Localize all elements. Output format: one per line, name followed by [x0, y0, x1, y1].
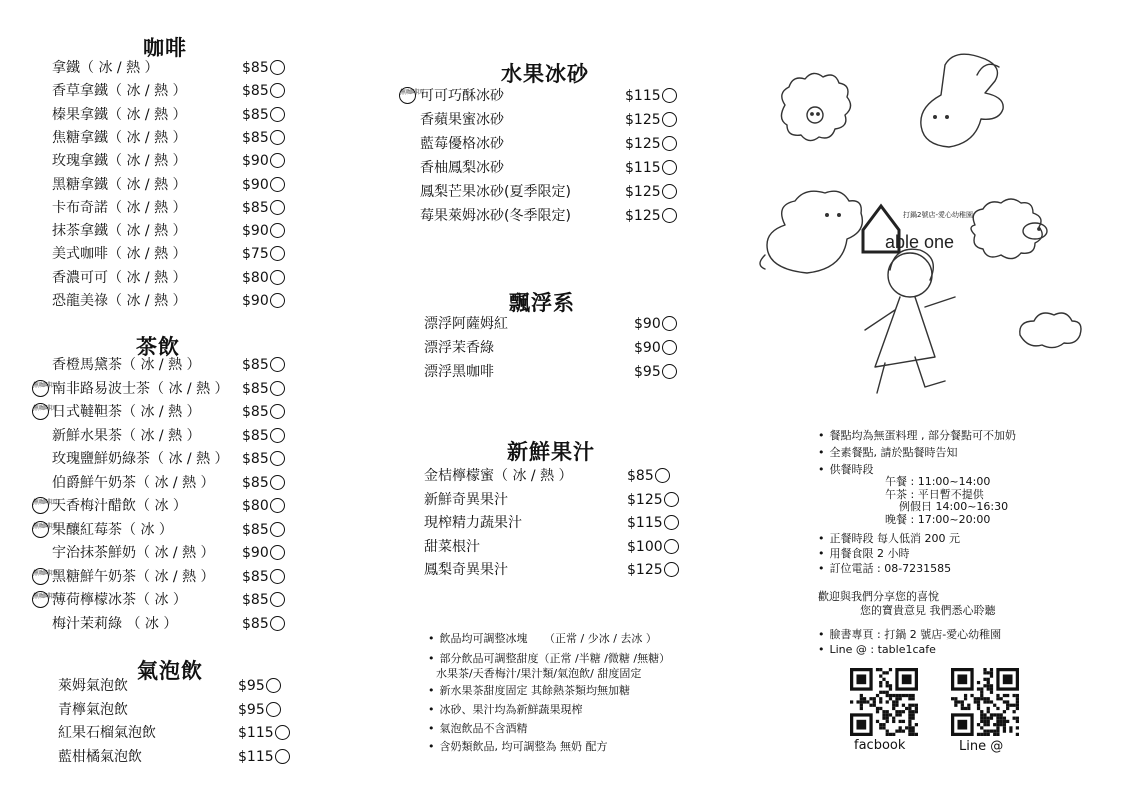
menu-item-name: 現榨精力蔬果汁 [424, 515, 522, 531]
float-title: 飄浮系 [509, 291, 575, 315]
menu-item-name: 甜菜根汁 [424, 538, 480, 555]
menu-item-name: 黑糖拿鐵（ 冰 / 熱 ） [52, 176, 187, 193]
order-checkbox[interactable] [270, 616, 285, 631]
menu-item-price: $125 [625, 184, 661, 200]
menu-item-name: 榛果拿鐵（ 冰 / 熱 ） [52, 106, 187, 123]
cloud [1020, 313, 1081, 348]
menu-item-name: 香濃可可（ 冰 / 熱 ） [52, 269, 187, 286]
menu-item-price: $115 [238, 725, 274, 741]
menu-item [52, 426, 302, 446]
caffeine-free-badge: 無咖啡因 [32, 380, 49, 397]
menu-item-name: 宇治抹茶鮮奶（ 冰 / 熱 ） [52, 545, 215, 561]
info-time-limit: • 用餐食限 2 小時 [818, 547, 910, 561]
menu-item-price: $85 [242, 474, 269, 491]
logo-subtext: 打鍋2號店-愛心幼稚園 [903, 211, 973, 219]
menu-item-price: $85 [242, 199, 269, 216]
menu-item [420, 206, 685, 226]
menu-item-price: $85 [242, 357, 269, 373]
sheep-right [971, 199, 1042, 259]
menu-item [52, 449, 302, 469]
menu-item [33, 496, 302, 516]
caffeine-free-badge: 無咖啡因 [399, 87, 416, 104]
order-checkbox[interactable] [664, 492, 679, 507]
menu-item-price: $90 [634, 340, 661, 356]
menu-item-name: 薄荷檸檬冰茶（ 冰 ） [52, 592, 187, 608]
info-holiday: 例假日 14:00~16:30 [899, 500, 1009, 513]
menu-item-price: $115 [625, 88, 661, 104]
menu-item-name: 漂浮阿薩姆紅 [424, 316, 508, 332]
menu-item-name: 天香梅汁醋飲（ 冰 ） [52, 498, 187, 514]
menu-item-name: 漂浮黑咖啡 [424, 364, 494, 380]
menu-item [424, 362, 694, 382]
order-checkbox[interactable] [270, 177, 285, 192]
drink-note: • 飲品均可調整冰塊 （正常 / 少冰 / 去冰 ） [428, 632, 657, 646]
menu-item-name: 焦糖拿鐵（ 冰 / 熱 ） [52, 129, 187, 146]
tea-title: 茶飲 [136, 335, 180, 359]
info-vegan: • 全素餐點, 請於點餐時告知 [818, 446, 958, 460]
drink-note: • 氣泡飲品不含酒精 [428, 722, 528, 736]
order-checkbox[interactable] [270, 107, 285, 122]
info-facebook-page: • 臉書專頁 : 打鍋 2 號店-愛心幼稚園 [818, 628, 1001, 642]
menu-item-name: 拿鐵（ 冰 / 熱 ） [52, 60, 159, 76]
sparkling-title: 氣泡飲 [137, 659, 203, 683]
menu-item [400, 86, 685, 106]
order-checkbox[interactable] [270, 246, 285, 261]
info-hours-title: • 供餐時段 [818, 463, 874, 477]
line-qr-label: Line @ [959, 739, 1004, 754]
menu-item-price: $75 [242, 246, 269, 263]
menu-item-price: $125 [625, 208, 661, 224]
menu-item-name: 玫瑰鹽鮮奶綠茶（ 冰 / 熱 ） [52, 451, 229, 467]
girl [888, 253, 932, 297]
smoothie-title: 水果冰砂 [501, 62, 589, 86]
menu-item-name: 新鮮水果茶（ 冰 / 熱 ） [52, 427, 201, 444]
menu-item [424, 466, 687, 486]
menu-item [52, 473, 302, 493]
facebook-qr-code[interactable] [850, 668, 918, 736]
caffeine-free-badge: 無咖啡因 [32, 568, 49, 585]
menu-item [52, 244, 302, 264]
menu-item-name: 梅汁茉莉綠 （ 冰 ） [52, 615, 178, 632]
order-checkbox[interactable] [664, 515, 679, 530]
juice-title: 新鮮果汁 [507, 440, 595, 464]
menu-item [58, 747, 298, 767]
menu-item-price: $85 [242, 60, 269, 76]
menu-item [420, 158, 685, 178]
menu-item-name: 美式咖啡（ 冰 / 熱 ） [52, 246, 187, 263]
menu-item-name: 香柚鳳梨冰砂 [420, 160, 504, 176]
order-checkbox[interactable] [270, 293, 285, 308]
menu-item-name: 南非路易波士茶（ 冰 / 熱 ） [52, 380, 229, 397]
order-checkbox[interactable] [270, 60, 285, 75]
menu-item-name: 恐龍美祿（ 冰 / 熱 ） [52, 293, 187, 309]
order-checkbox[interactable] [270, 83, 285, 98]
menu-item-price: $85 [242, 615, 269, 632]
drink-note: • 部分飲品可調整甜度（正常 /半糖 /微糖 /無糖） [428, 652, 670, 666]
menu-item-name: 伯爵鮮午奶茶（ 冰 / 熱 ） [52, 474, 215, 491]
order-checkbox[interactable] [275, 725, 290, 740]
menu-item [33, 590, 302, 610]
menu-item-name: 鳳梨芒果冰砂(夏季限定) [420, 184, 571, 200]
menu-item [33, 379, 302, 399]
order-checkbox[interactable] [270, 545, 285, 560]
menu-item-name: 漂浮茉香綠 [424, 340, 494, 356]
order-checkbox[interactable] [270, 498, 285, 513]
order-checkbox[interactable] [662, 340, 677, 355]
menu-item [420, 110, 685, 130]
drink-note: 水果茶/天香梅汁/果汁類/氣泡飲/ 甜度固定 [436, 667, 642, 680]
drink-note: • 冰砂、果汁均為新鮮蔬果現榨 [428, 703, 583, 717]
menu-item-name: 藍柑橘氣泡飲 [58, 748, 142, 765]
menu-item-price: $90 [242, 293, 269, 309]
menu-item [52, 221, 302, 241]
order-checkbox[interactable] [270, 428, 285, 443]
menu-item-price: $80 [242, 269, 269, 286]
order-checkbox[interactable] [266, 702, 281, 717]
info-min-charge: • 正餐時段 每人低消 200 元 [818, 532, 960, 546]
menu-item [33, 520, 302, 540]
menu-item [52, 175, 302, 195]
menu-item-name: 香草拿鐵（ 冰 / 熱 ） [52, 83, 187, 100]
order-checkbox[interactable] [664, 562, 679, 577]
menu-item-price: $85 [242, 106, 269, 123]
menu-item [424, 537, 687, 557]
menu-item-price: $85 [627, 468, 654, 484]
menu-item-price: $90 [634, 316, 661, 332]
menu-item [58, 676, 298, 696]
menu-item [424, 560, 687, 580]
logo-text: able one [885, 232, 955, 252]
order-checkbox[interactable] [662, 184, 677, 199]
menu-item [58, 700, 298, 720]
menu-item [52, 355, 302, 375]
order-checkbox[interactable] [270, 569, 285, 584]
menu-item-price: $125 [627, 562, 663, 578]
menu-item-name: 鳳梨奇異果汁 [424, 562, 508, 578]
menu-item-name: 日式韃靼茶（ 冰 / 熱 ） [52, 404, 201, 420]
order-checkbox[interactable] [662, 88, 677, 103]
order-checkbox[interactable] [662, 208, 677, 223]
menu-item-name: 黑糖鮮午奶茶（ 冰 / 熱 ） [52, 568, 215, 585]
menu-item-price: $85 [242, 83, 269, 100]
menu-item [424, 513, 687, 533]
menu-item-price: $90 [242, 153, 269, 170]
menu-item [424, 490, 687, 510]
menu-item-name: 卡布奇諾（ 冰 / 熱 ） [52, 199, 187, 216]
menu-item [420, 134, 685, 154]
menu-item-price: $125 [625, 112, 661, 128]
facebook-qr-label: facbook [854, 738, 906, 753]
menu-item-name: 玫瑰拿鐵（ 冰 / 熱 ） [52, 153, 187, 170]
menu-item-name: 藍莓優格冰砂 [420, 136, 504, 152]
order-checkbox[interactable] [662, 316, 677, 331]
info-no-egg: • 餐點均為無蛋料理 , 部分餐點可不加奶 [818, 429, 1016, 443]
menu-item-name: 香橙馬黛茶（ 冰 / 熱 ） [52, 357, 201, 373]
menu-item-price: $85 [242, 427, 269, 444]
drink-note: • 新水果茶甜度固定 其餘熱茶類均無加糖 [428, 684, 630, 698]
menu-item-price: $95 [238, 701, 265, 718]
line-qr-code[interactable] [951, 668, 1019, 736]
order-checkbox[interactable] [270, 404, 285, 419]
order-checkbox[interactable] [662, 136, 677, 151]
order-checkbox[interactable] [270, 592, 285, 607]
menu-item [420, 182, 685, 202]
menu-item [52, 58, 302, 78]
menu-item-price: $95 [634, 364, 661, 380]
info-lunch: 午餐 : 11:00~14:00 [885, 475, 991, 488]
info-dinner: 晚餐 : 17:00~20:00 [885, 513, 991, 526]
order-checkbox[interactable] [270, 357, 285, 372]
menu-item-price: $125 [625, 136, 661, 152]
order-checkbox[interactable] [270, 381, 285, 396]
menu-item-price: $90 [242, 223, 269, 240]
caffeine-free-badge: 無咖啡因 [32, 497, 49, 514]
menu-item-price: $100 [627, 538, 663, 555]
menu-item [424, 314, 694, 334]
menu-item-price: $95 [238, 678, 265, 694]
menu-item [52, 128, 302, 148]
coffee-title: 咖啡 [143, 36, 187, 60]
menu-item-price: $85 [242, 380, 269, 397]
menu-item [52, 614, 302, 634]
bear-left [767, 191, 862, 273]
menu-item [52, 151, 302, 171]
characters-illustration [745, 45, 1085, 405]
bunny-top [921, 54, 1003, 147]
menu-item-price: $80 [242, 498, 269, 514]
order-checkbox[interactable] [270, 130, 285, 145]
gable-one-logo [863, 206, 973, 252]
menu-item-name: 莓果萊姆冰砂(冬季限定) [420, 208, 571, 224]
menu-item [52, 198, 302, 218]
order-checkbox[interactable] [662, 364, 677, 379]
menu-item-price: $90 [242, 176, 269, 193]
menu-item-price: $85 [242, 129, 269, 146]
menu-item [52, 105, 302, 125]
menu-item-price: $115 [238, 748, 274, 765]
menu-item-name: 可可巧酥冰砂 [420, 88, 504, 104]
order-checkbox[interactable] [270, 451, 285, 466]
caffeine-free-badge: 無咖啡因 [32, 591, 49, 608]
info-tea-time: 午茶 : 平日暫不提供 [885, 488, 984, 501]
menu-item-name: 香蘋果蜜冰砂 [420, 112, 504, 128]
menu-item-price: $115 [625, 160, 661, 176]
order-checkbox[interactable] [270, 270, 285, 285]
menu-item-price: $125 [627, 491, 663, 508]
order-checkbox[interactable] [270, 475, 285, 490]
caffeine-free-badge: 無咖啡因 [32, 403, 49, 420]
info-line-id: • Line @ : table1cafe [818, 643, 936, 657]
menu-item [52, 268, 302, 288]
menu-item [52, 81, 302, 101]
order-checkbox[interactable] [275, 749, 290, 764]
drink-note: • 含奶類飲品, 均可調整為 無奶 配方 [428, 740, 608, 754]
menu-item-name: 青檸氣泡飲 [58, 701, 128, 718]
menu-item [52, 291, 302, 311]
order-checkbox[interactable] [266, 678, 281, 693]
menu-item-name: 萊姆氣泡飲 [58, 678, 128, 694]
info-share-1: 歡迎與我們分享您的喜悅 [818, 590, 939, 603]
caffeine-free-badge: 無咖啡因 [32, 521, 49, 538]
menu-item [52, 543, 302, 563]
menu-item-price: $90 [242, 545, 269, 561]
order-checkbox[interactable] [270, 522, 285, 537]
menu-item-price: $85 [242, 521, 269, 538]
order-checkbox[interactable] [662, 160, 677, 175]
menu-item [58, 723, 298, 743]
menu-item [33, 402, 302, 422]
menu-item-name: 抹茶拿鐵（ 冰 / 熱 ） [52, 223, 187, 240]
menu-item-price: $115 [627, 515, 663, 531]
menu-item-price: $85 [242, 404, 269, 420]
menu-item-name: 新鮮奇異果汁 [424, 491, 508, 508]
info-phone: • 訂位電話 : 08-7231585 [818, 562, 951, 576]
order-checkbox[interactable] [664, 539, 679, 554]
menu-item-name: 紅果石榴氣泡飲 [58, 725, 156, 741]
order-checkbox[interactable] [270, 200, 285, 215]
menu-item-name: 金桔檸檬蜜（ 冰 / 熱 ） [424, 468, 573, 484]
order-checkbox[interactable] [655, 468, 670, 483]
order-checkbox[interactable] [270, 223, 285, 238]
menu-item-name: 果釀紅莓茶（ 冰 ） [52, 521, 173, 538]
menu-item [33, 567, 302, 587]
menu-item [424, 338, 694, 358]
order-checkbox[interactable] [270, 153, 285, 168]
order-checkbox[interactable] [662, 112, 677, 127]
menu-item-price: $85 [242, 568, 269, 585]
menu-item-price: $85 [242, 451, 269, 467]
info-share-2: 您的寶貴意見 我們悉心聆聽 [860, 604, 996, 617]
menu-item-price: $85 [242, 592, 269, 608]
